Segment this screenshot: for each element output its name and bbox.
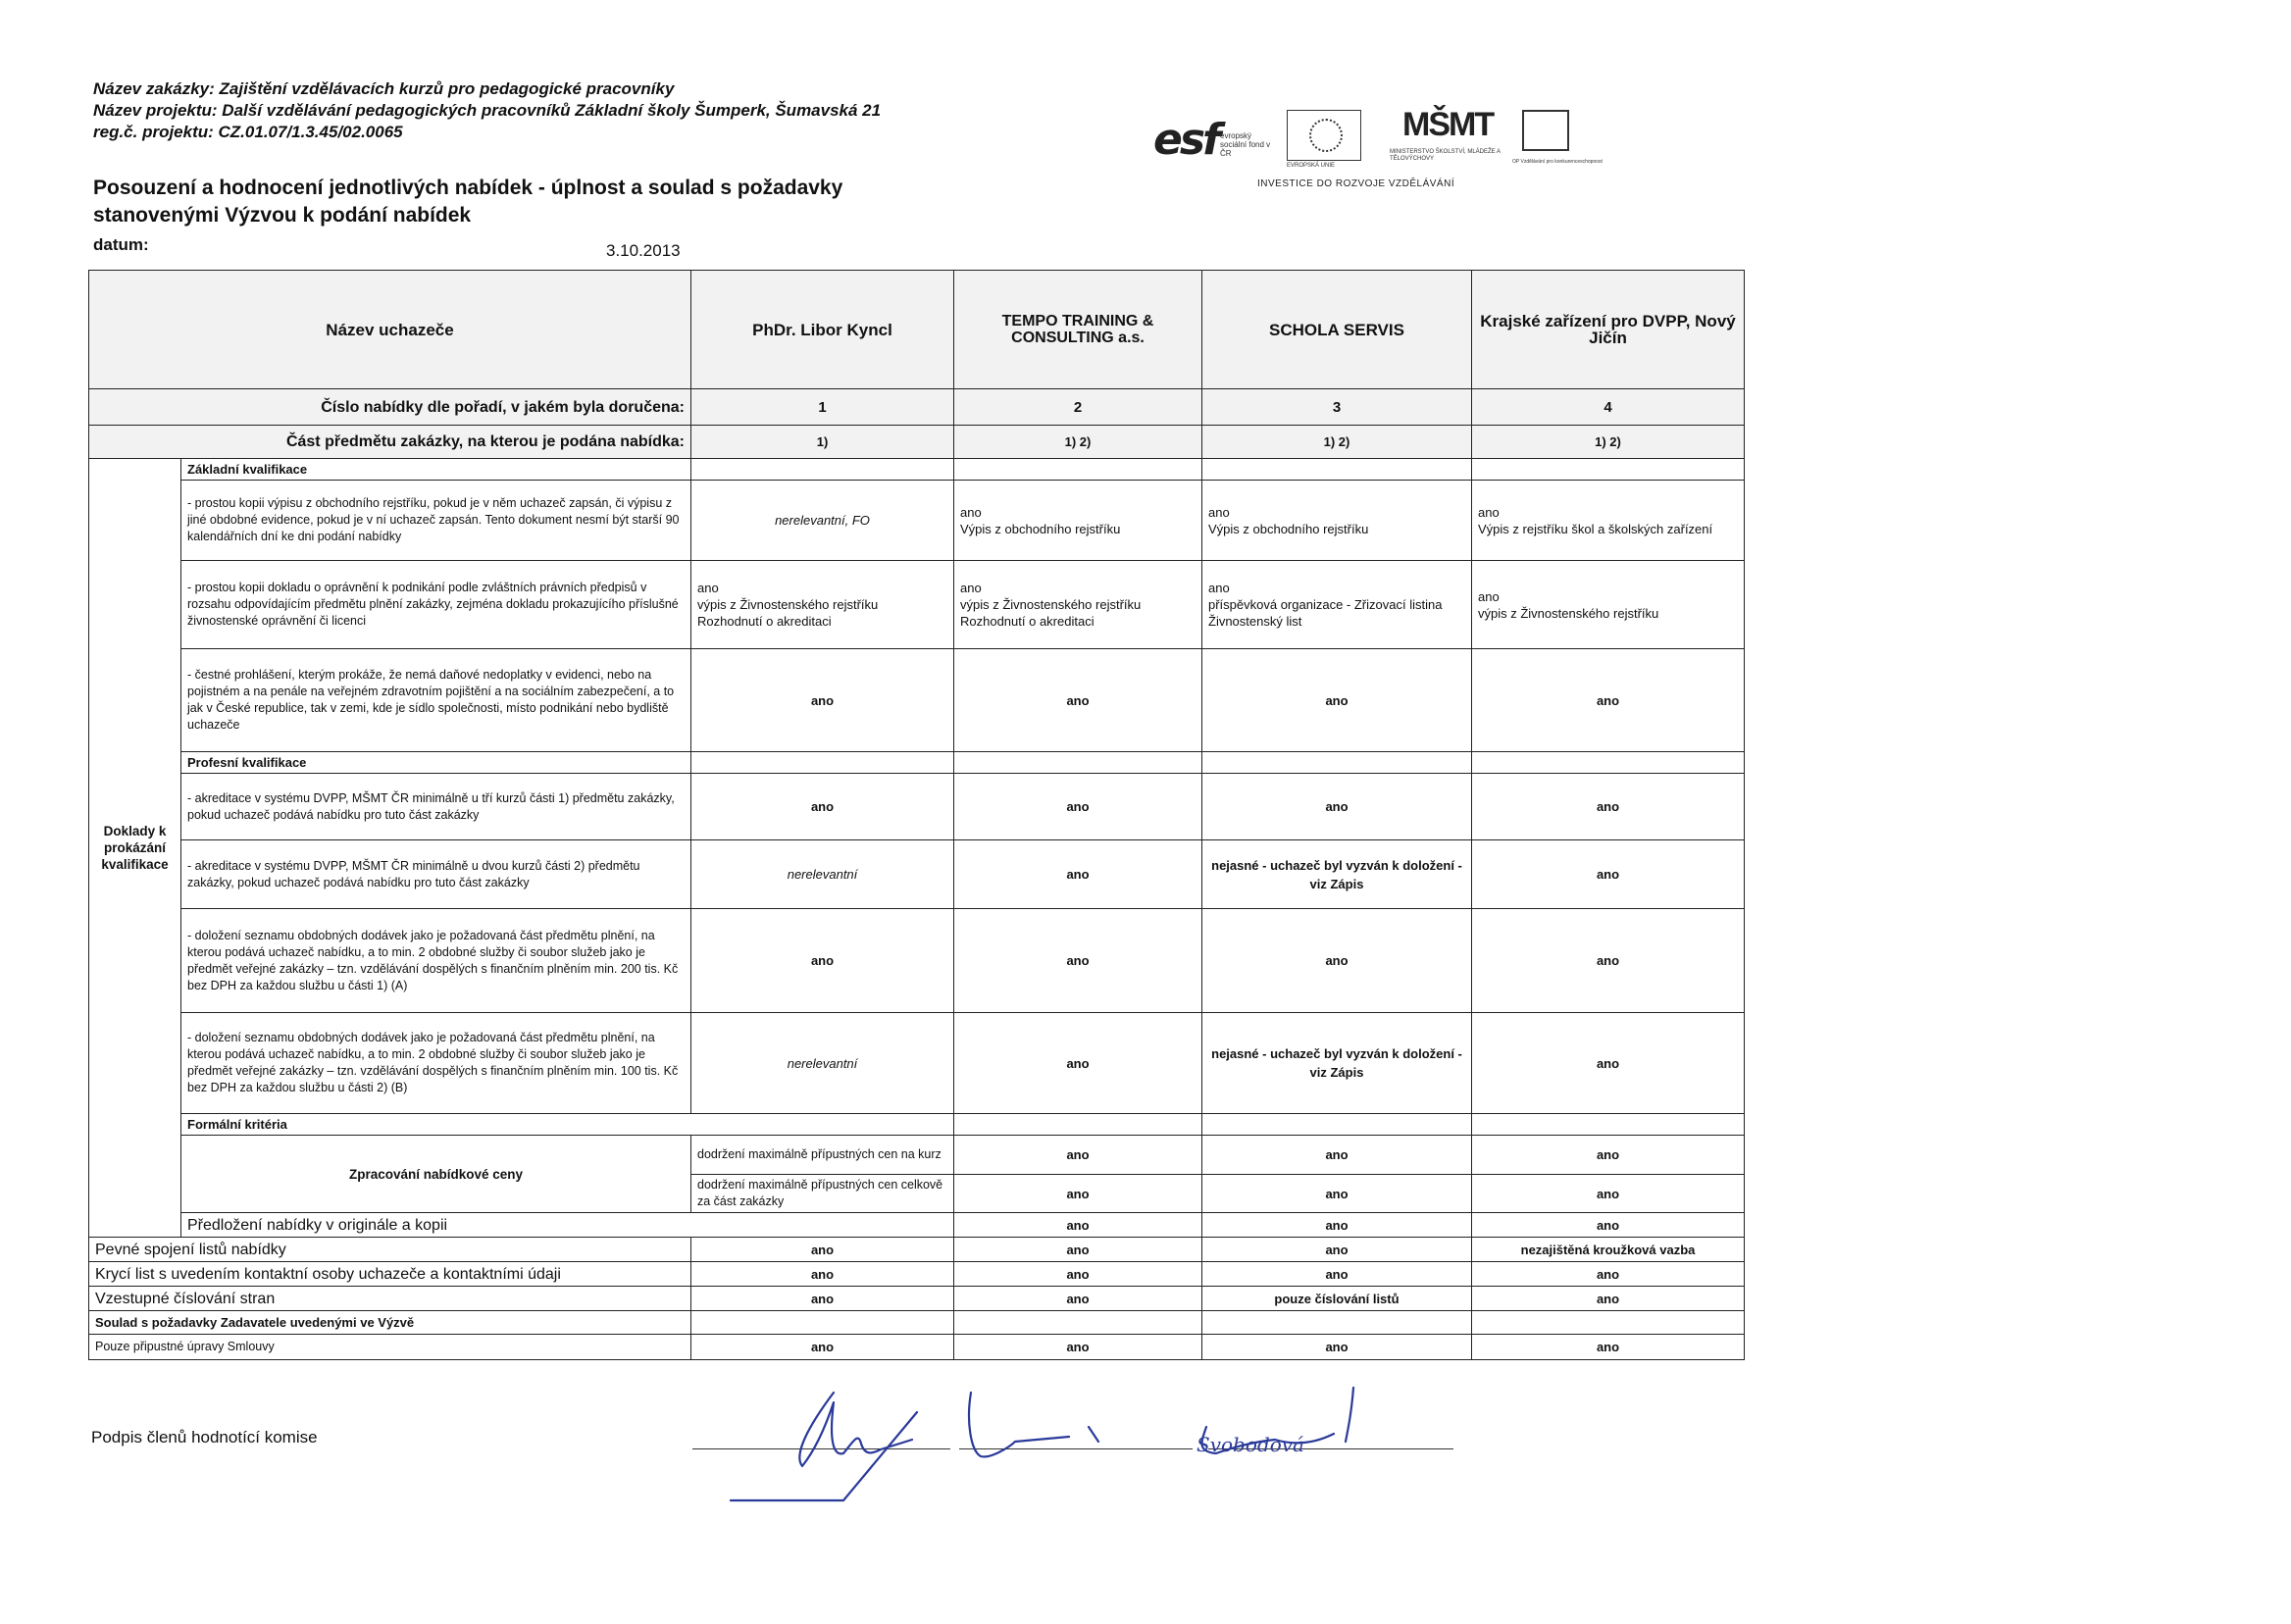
cell-value [1472,561,1745,649]
part-label: Část předmětu zakázky, na kterou je podána nabídka: [89,426,691,459]
handwritten-signatures [687,1373,1471,1520]
evaluation-table [88,270,1745,1360]
title-line-2: stanovenými Výzvou k podání nabídek [93,204,472,227]
cell-value: ano [954,1238,1202,1262]
logos-caption: INVESTICE DO ROZVOJE VZDĚLÁVÁNÍ [1257,178,1455,189]
op-caption: OP Vzdělávání pro konkurenceschopnost [1512,159,1603,165]
cell-line: ano [1208,504,1230,520]
cell-value: ano [691,1287,954,1311]
table-row [89,649,1745,752]
cell-value: nerelevantní [691,1013,954,1114]
date-label: datum: [93,235,149,254]
order-number: 4 [1472,389,1745,426]
table-row [89,389,1745,426]
cell-line: Výpis z obchodního rejstříku [960,521,1121,536]
cell-line: Výpis z rejstříku škol a školských zařízení [1478,521,1713,536]
cell-line: výpis z Živnostenského rejstříku [960,597,1142,612]
cell-value: ano [954,774,1202,840]
section-row [89,1114,1745,1136]
cell-value: ano [1472,774,1745,840]
cell-value: ano [954,1335,1202,1360]
table-row [89,840,1745,909]
cell-value: ano [1472,1175,1745,1213]
cell-value: ano [1202,1262,1472,1287]
criterion-desc: - akreditace v systému DVPP, MŠMT ČR minimálně u tří kurzů části 1) předmětu zakázky, pokud uchazeč podává nabídku pro tuto část zakázky [181,774,691,840]
header-block [93,78,881,143]
cell-value: ano [1202,1335,1472,1360]
group-label: Doklady k prokázání kvalifikace [89,459,181,1238]
date-value: 3.10.2013 [606,241,681,260]
esf-logo [1149,108,1219,167]
cell-line: výpis z Živnostenského rejstříku [697,597,879,612]
section-row [89,459,1745,481]
criterion-desc: - čestné prohlášení, kterým prokáže, že nemá daňové nedoplatky v evidenci, nebo na pojistném a na penále na veřejném zdravotním pojištění a na sociálním zabezpečení, a to jak v České republice, tak v zemi, kde je sídlo společnosti, místo podnikání nebo bydliště uchazeče [181,649,691,752]
cell-value: ano [1472,1335,1745,1360]
bidder-name-label: Název uchazeče [89,271,691,389]
table-row [89,561,1745,649]
table-row [89,1213,1745,1238]
msmt-logo: MŠMT [1402,106,1494,143]
table-row [89,481,1745,561]
cell-value: ano [954,909,1202,1013]
bidder-name: TEMPO TRAINING & CONSULTING a.s. [954,271,1202,389]
table-row [89,1335,1745,1360]
criterion-desc: dodržení maximálně přípustných cen celkově za část zakázky [691,1175,954,1213]
signature-2 [969,1393,1098,1456]
msmt-caption: MINISTERSTVO ŠKOLSTVÍ, MLÁDEŽE A TĚLOVÝCHOVY [1390,149,1501,162]
cell-value [954,481,1202,561]
criterion-desc: Pevné spojení listů nabídky [89,1238,691,1262]
eu-flag-icon [1287,110,1361,161]
bidder-name: PhDr. Libor Kyncl [691,271,954,389]
page-title [93,175,842,229]
cell-value: ano [691,1335,954,1360]
criterion-desc: - prostou kopii dokladu o oprávnění k podnikání podle zvláštních právních předpisů v rozsahu odpovídajícím předmětu plnění zakázky, zejména dokladu prokazujícího příslušné živnostenské oprávnění či licenci [181,561,691,649]
section-row [89,752,1745,774]
criterion-desc: Vzestupné číslování stran [89,1287,691,1311]
cell-value: ano [1472,1262,1745,1287]
criterion-desc: Krycí list s uvedením kontaktní osoby uchazeče a kontaktními údaji [89,1262,691,1287]
cell-value: ano [954,1013,1202,1114]
cell-value: ano [1202,1238,1472,1262]
cell-value [1472,481,1745,561]
cell-value [954,561,1202,649]
cell-value: ano [954,1213,1202,1238]
cell-value: ano [691,649,954,752]
table-header-row [89,271,1745,389]
cell-value: ano [1202,1213,1472,1238]
cell-value: ano [954,1262,1202,1287]
cell-value: ano [954,1175,1202,1213]
cell-value: ano [1202,649,1472,752]
cell-value [691,561,954,649]
section-formalni: Formální kritéria [181,1114,954,1136]
cell-value: pouze číslování listů [1202,1287,1472,1311]
bidder-name: SCHOLA SERVIS [1202,271,1472,389]
criterion-desc: - prostou kopii výpisu z obchodního rejstříku, pokud je v něm uchazeč zapsán, či výpisu z jiné obdobné evidence, pokud je v ní uchazeč zapsán. Tento dokument nesmí být starší 90 kalendářních dní ke dni podání nabídky [181,481,691,561]
eu-caption: EVROPSKÁ UNIE [1287,163,1336,169]
cell-value: ano [1202,1175,1472,1213]
signature-1 [731,1393,917,1500]
table-row [89,1238,1745,1262]
esf-logo-text: esf [1153,115,1219,165]
criterion-desc: dodržení maximálně přípustných cen na kurz [691,1136,954,1175]
cell-line: ano [960,504,982,520]
cell-line: ano [1208,581,1230,595]
criterion-desc: - doložení seznamu obdobných dodávek jako je požadovaná část předmětu plnění, na kterou podává uchazeč nabídku, a to min. 2 obdobné služby či soubor služeb jako je předmět veřejné zakázky – tzn. vzdělávání dospělých s finančním plněním min. 200 tis. Kč bez DPH za každou službu u části 1) (A) [181,909,691,1013]
cell-value: nejasné - uchazeč byl vyzván k doložení - viz Zápis [1202,1013,1472,1114]
cell-value: ano [954,1136,1202,1175]
signature-3-name: Svobodová [1196,1433,1304,1456]
op-logo-icon [1522,110,1569,151]
cell-value: nejasné - uchazeč byl vyzván k doložení - viz Zápis [1202,840,1472,909]
cell-value: ano [1472,649,1745,752]
cell-value: nerelevantní [691,840,954,909]
cell-value: ano [954,649,1202,752]
criterion-desc: Pouze připustné úpravy Smlouvy [89,1335,691,1360]
cell-value [1202,481,1472,561]
cell-value: ano [1202,909,1472,1013]
table-row [89,426,1745,459]
order-number: 2 [954,389,1202,426]
price-group-label: Zpracování nabídkové ceny [181,1136,691,1213]
section-zakladni: Základní kvalifikace [181,459,691,481]
criterion-desc: Předložení nabídky v originále a kopii [181,1213,954,1238]
cell-line: Rozhodnutí o akreditaci [697,614,832,629]
cell-line: ano [697,581,719,595]
cell-value: ano [691,909,954,1013]
section-profesni: Profesní kvalifikace [181,752,691,774]
cell-value: ano [1472,909,1745,1013]
section-row [89,1311,1745,1335]
table-row [89,909,1745,1013]
part-value: 1) 2) [954,426,1202,459]
criterion-desc: - doložení seznamu obdobných dodávek jako je požadovaná část předmětu plnění, na kterou podává uchazeč nabídku, a to min. 2 obdobné služby či soubor služeb jako je předmět veřejné zakázky – tzn. vzdělávání dospělých s finančním plněním min. 100 tis. Kč bez DPH za každou službu u části 2) (B) [181,1013,691,1114]
part-value: 1) 2) [1202,426,1472,459]
cell-line: příspěvková organizace - Zřizovací listina [1208,597,1443,612]
cell-value: ano [1472,1136,1745,1175]
part-value: 1) 2) [1472,426,1745,459]
project-name: Název projektu: Další vzdělávání pedagogických pracovníků Základní školy Šumperk, Šumavská 21 [93,101,882,120]
order-number: 1 [691,389,954,426]
cell-line: ano [1478,588,1500,604]
title-line-1: Posouzení a hodnocení jednotlivých nabídek - úplnost a soulad s požadavky [93,177,843,199]
table-row [89,1013,1745,1114]
cell-value: ano [954,840,1202,909]
criterion-desc: - akreditace v systému DVPP, MŠMT ČR minimálně u dvou kurzů části 2) předmětu zakázky, pokud uchazeč podává nabídku pro tuto část zakázky [181,840,691,909]
table-row [89,1136,1745,1175]
cell-value: nezajištěná kroužková vazba [1472,1238,1745,1262]
cell-line: Výpis z obchodního rejstříku [1208,521,1369,536]
zakazka-name: Název zakázky: Zajištění vzdělávacích kurzů pro pedagogické pracovníky [93,79,675,98]
cell-line: ano [960,581,982,595]
signature-label: Podpis členů hodnotící komise [91,1428,318,1446]
section-soulad: Soulad s požadavky Zadavatele uvedenými ve Výzvě [89,1311,691,1335]
table-row [89,774,1745,840]
cell-line: ano [1478,504,1500,520]
cell-line: Rozhodnutí o akreditaci [960,614,1095,629]
cell-value: ano [954,1287,1202,1311]
cell-value: ano [691,1238,954,1262]
cell-value: ano [1202,1136,1472,1175]
table-row [89,1262,1745,1287]
order-number: 3 [1202,389,1472,426]
bidder-name: Krajské zařízení pro DVPP, Nový Jičín [1472,271,1745,389]
table-row [89,1287,1745,1311]
cell-value: ano [1202,774,1472,840]
logo-strip [1149,102,1601,196]
cell-value: ano [691,774,954,840]
cell-value: ano [1472,1213,1745,1238]
order-label: Číslo nabídky dle pořadí, v jakém byla doručena: [89,389,691,426]
esf-subtitle: evropský sociální fond v ČR [1220,131,1271,158]
cell-value: nerelevantní, FO [691,481,954,561]
cell-value: ano [1472,840,1745,909]
project-reg: reg.č. projektu: CZ.01.07/1.3.45/02.0065 [93,123,403,141]
cell-line: Živnostenský list [1208,614,1302,629]
cell-line: výpis z Živnostenského rejstříku [1478,605,1659,621]
part-value: 1) [691,426,954,459]
cell-value [1202,561,1472,649]
cell-value: ano [1472,1013,1745,1114]
cell-value: ano [691,1262,954,1287]
cell-value: ano [1472,1287,1745,1311]
